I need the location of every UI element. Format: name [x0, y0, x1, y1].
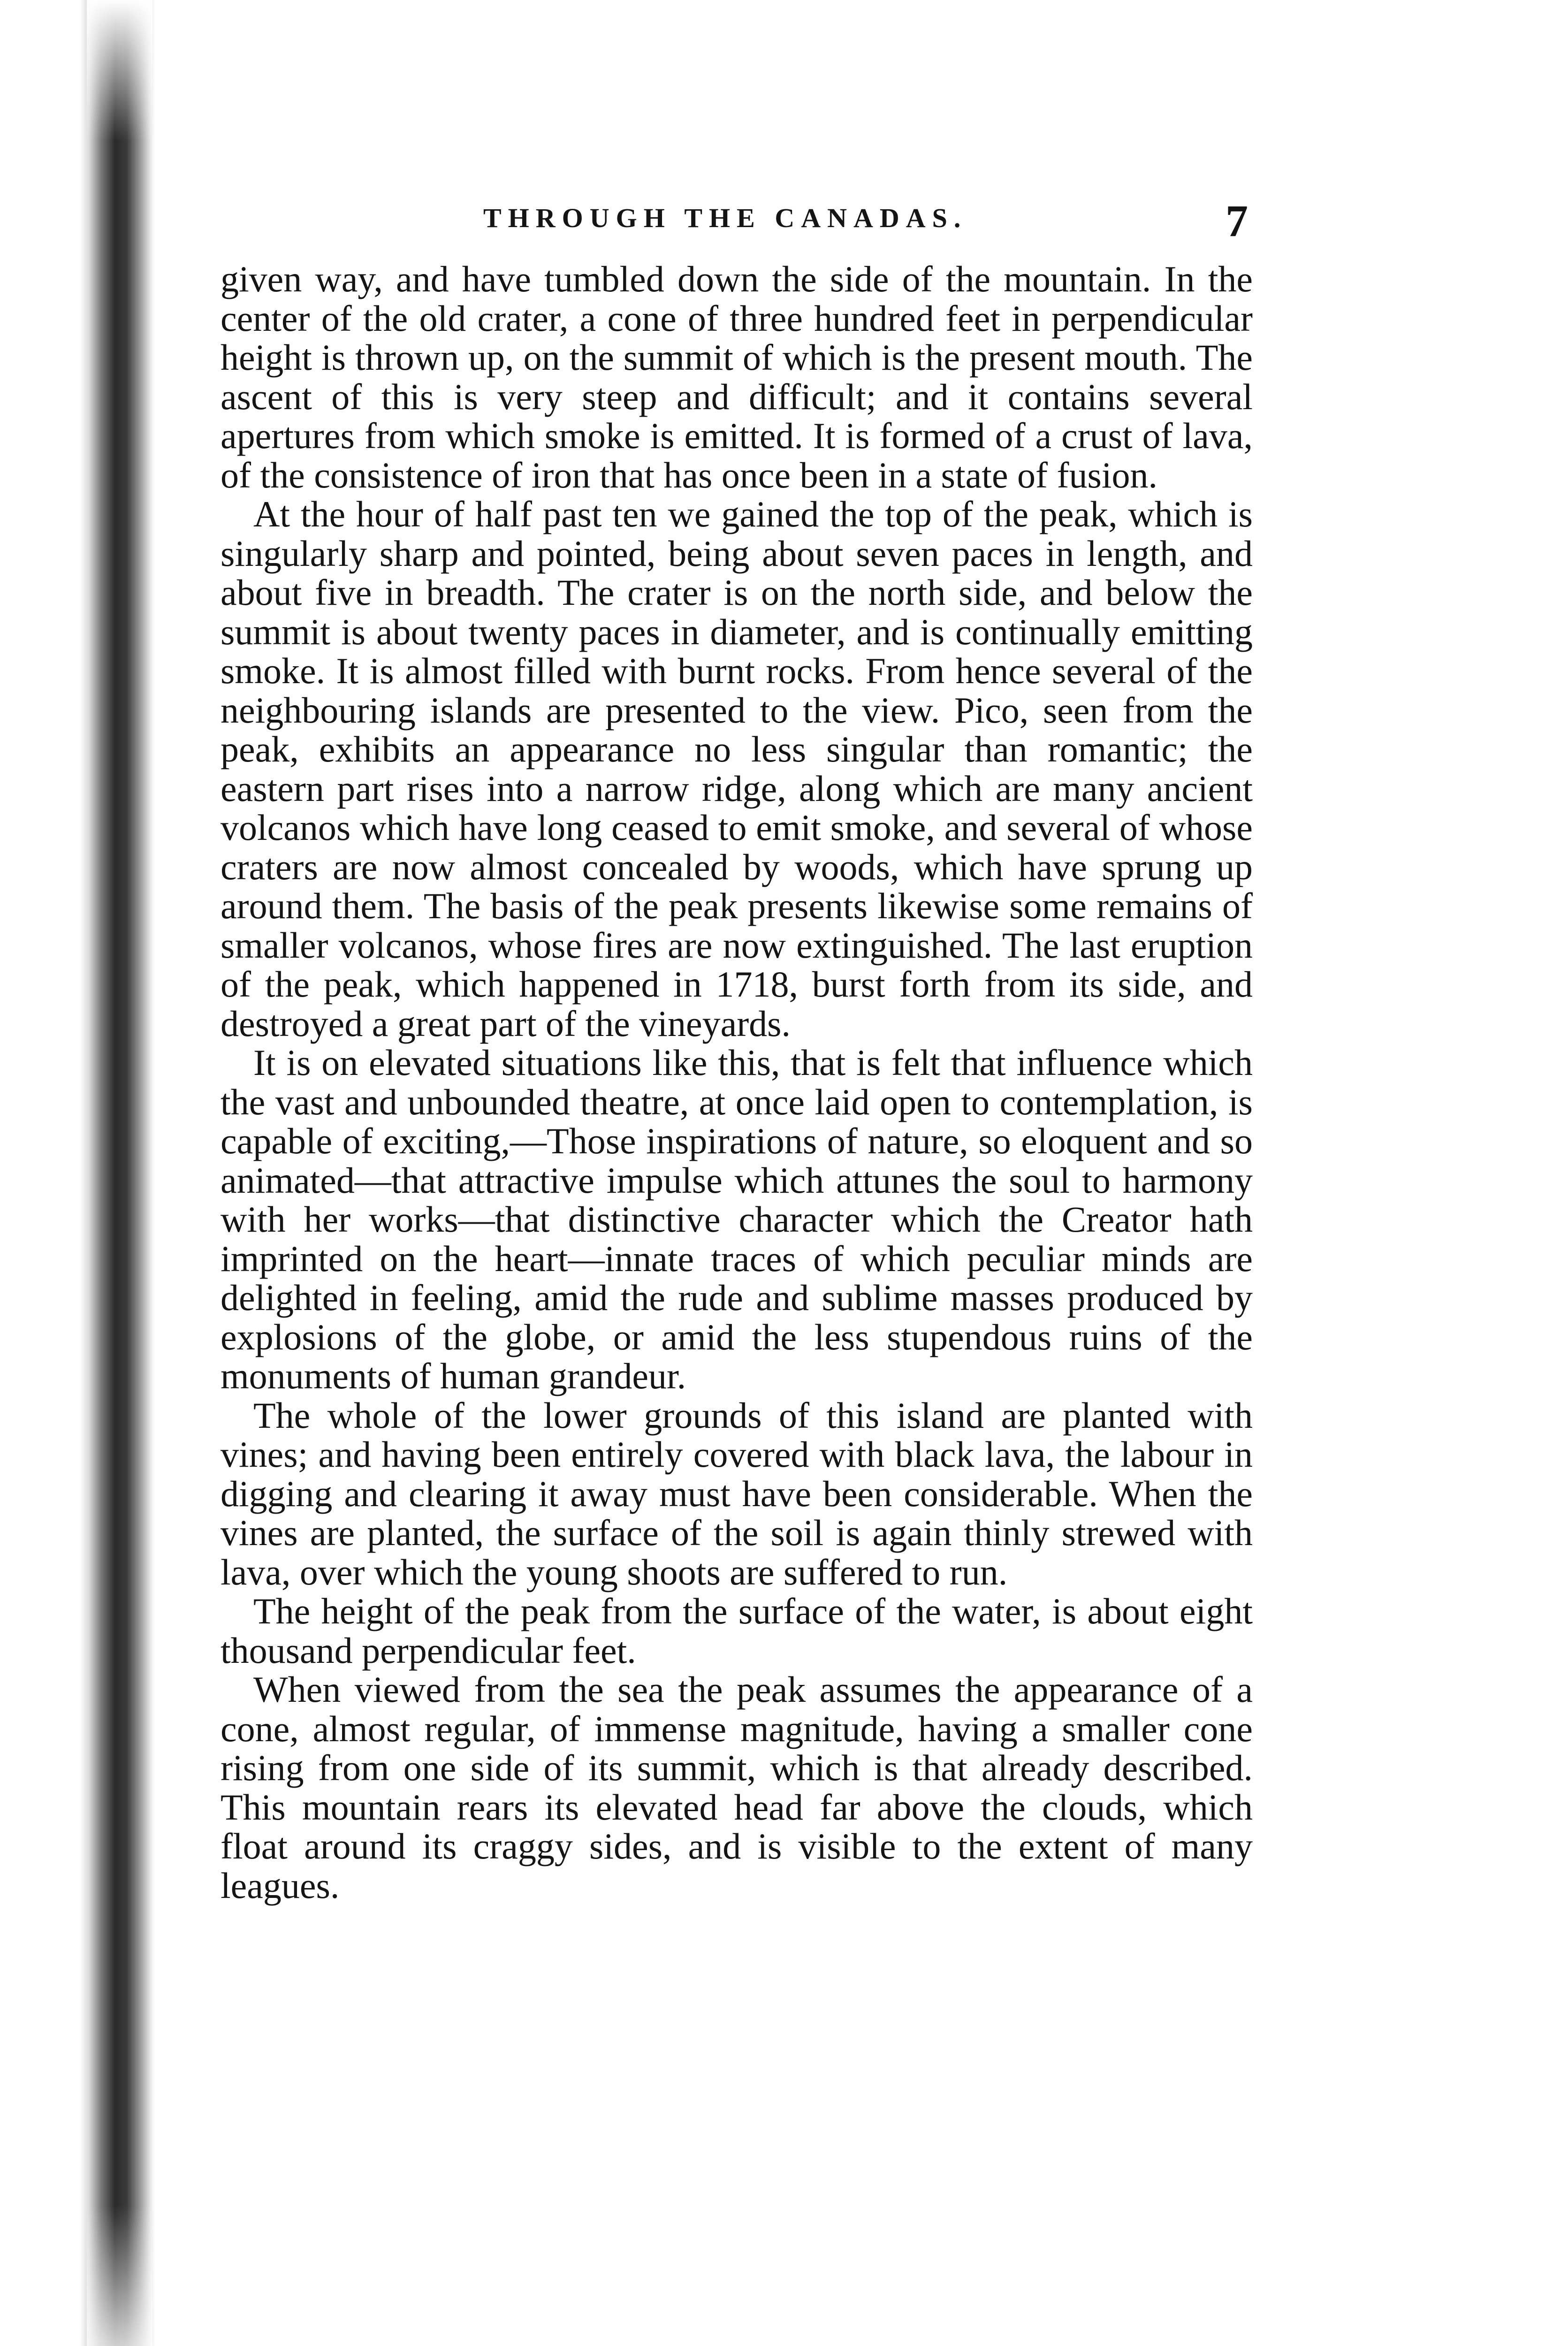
- paragraph-continued: given way, and have tumbled down the side of the mountain. In the center of the old crater, a cone of three hundred feet in perpendicular height is thrown up, on the summit of which is the present mouth. The ascent of this is very steep and difficult; and it contains several apertures from which smoke is emitted. It is formed of a crust of lava, of the consistence of iron that has once been in a state of fusion.: [221, 259, 1253, 495]
- paragraph-viewed-from-sea: When viewed from the sea the peak assumes the appearance of a cone, almost regular, of immense magnitude, having a smaller cone rising from one side of its summit, which is that already described. This mountain rears its elevated head far above the clouds, which float around its craggy sides, and is visible to the extent of many leagues.: [221, 1669, 1253, 1906]
- book-page: [221, 195, 1253, 1905]
- binding-shadow-fade-top: [87, 0, 152, 141]
- paragraph-lower-grounds: The whole of the lower grounds of this island are planted with vines; and having been entirely covered with black lava, the labour in digging and clearing it away must have been considerable. When the vines are planted, the surface of the soil is again thinly strewed with lava, over which the young shoots are suffered to run.: [221, 1394, 1253, 1592]
- paragraph-elevated-situations: It is on elevated situations like this, that is felt that influence which the vast and unbounded theatre, at once laid open to contemplation, is capable of exciting,—Those inspirations of nature, so eloquent and so animated—that attractive impulse which attunes the soul to harmony with her works—that distinctive character which the Creator hath imprinted on the heart—innate traces of which peculiar minds are delighted in feeling, amid the rude and sublime masses produced by explosions of the globe, or amid the less stupendous ruins of the monuments of human grandeur.: [221, 1042, 1253, 1396]
- binding-shadow-fade-bottom: [87, 2205, 152, 2346]
- paragraph-height: The height of the peak from the surface of the water, is about eight thousand perpendicular feet.: [221, 1591, 1253, 1671]
- running-title: THROUGH THE CANADAS.: [483, 203, 967, 233]
- paragraph-summit: At the hour of half past ten we gained the top of the peak, which is singularly sharp and pointed, being about seven paces in length, and about five in breadth. The crater is on the north side, and below the summit is about twenty paces in diameter, and is continually emitting smoke. It is almost filled with burnt rocks. From hence several of the neighbouring islands are presented to the view. Pico, seen from the peak, exhibits an appearance no less singular than romantic; the eastern part rises into a narrow ridge, along which are many ancient volcanos which have long ceased to emit smoke, and several of whose craters are now almost concealed by woods, which have sprung up around them. The basis of the peak presents likewise some remains of smaller volcanos, whose fires are now extinguished. The last eruption of the peak, which happened in 1718, burst forth from its side, and destroyed a great part of the vineyards.: [221, 494, 1253, 1044]
- running-head: [221, 195, 1253, 246]
- page-number: 7: [1225, 196, 1248, 246]
- binding-shadow: [0, 0, 155, 2346]
- body-text: [221, 259, 1253, 1905]
